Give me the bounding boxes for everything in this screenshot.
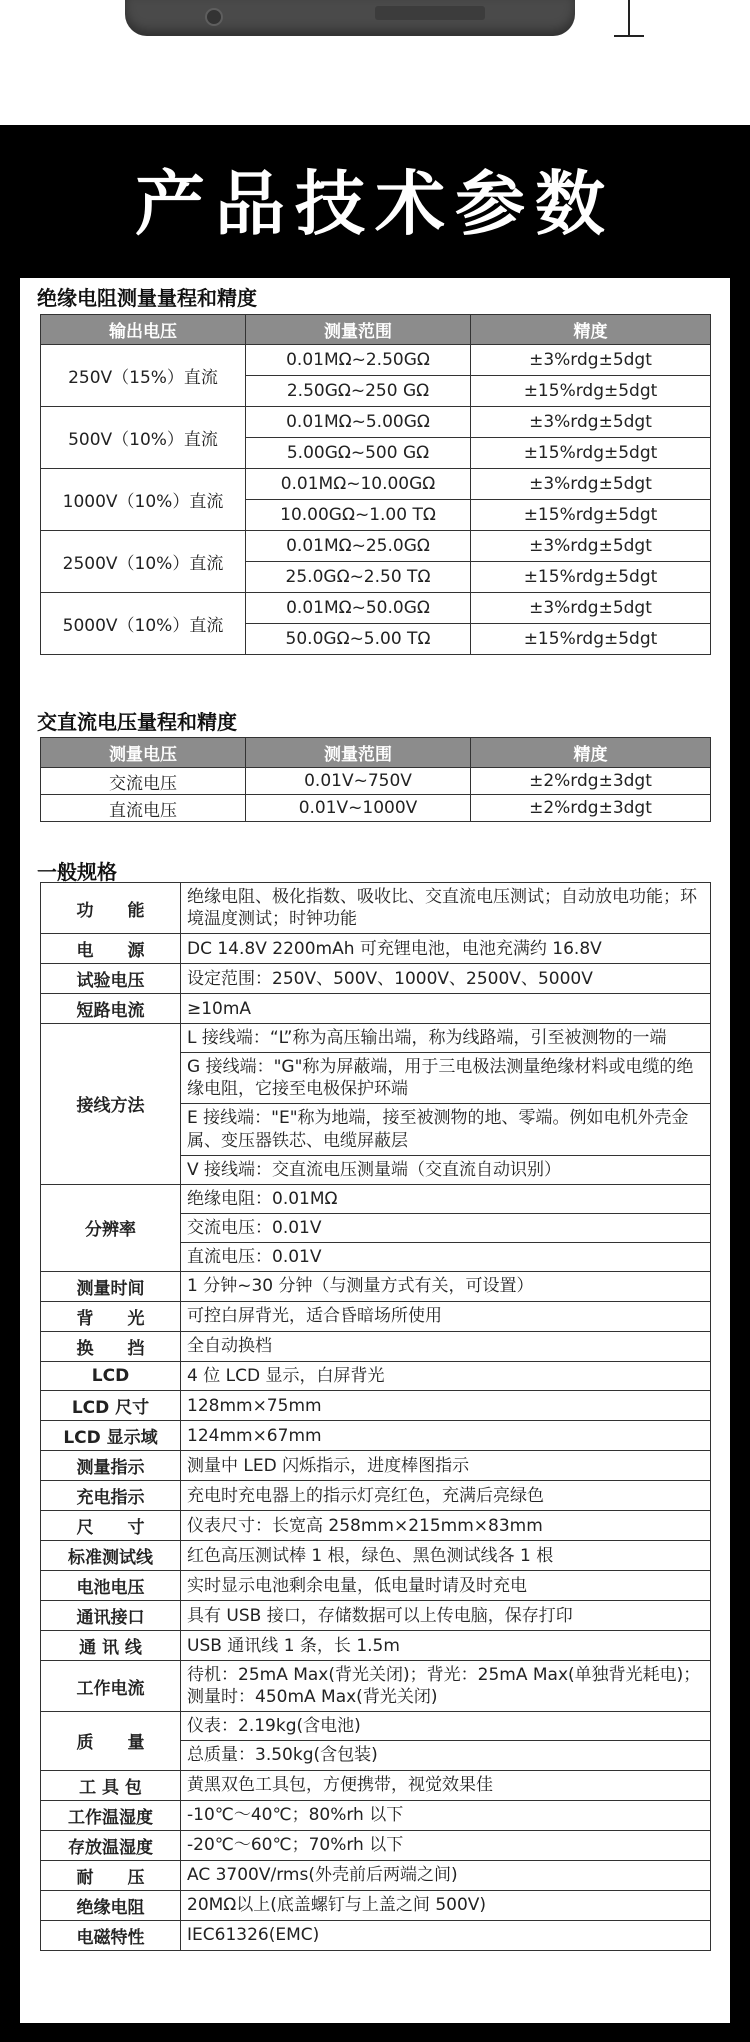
spec-row [41, 1890, 711, 1920]
spec-row [41, 1661, 711, 1712]
spec-value: 20MΩ以上(底盖螺钉与上盖之间 500V) [181, 1890, 711, 1920]
spec-value: 128mm×75mm [181, 1391, 711, 1421]
spec-key: 绝缘电阻 [41, 1890, 181, 1920]
spec-value: 绝缘电阻：0.01MΩ [181, 1184, 711, 1213]
spec-row [41, 1421, 711, 1451]
table-row [41, 407, 711, 438]
spec-key: 标准测试线 [41, 1541, 181, 1571]
spec-row [41, 1770, 711, 1800]
measure-voltage-cell: 直流电压 [41, 795, 246, 822]
spec-key: 分辨率 [41, 1184, 181, 1271]
voltage-cell: 2500V（10%）直流 [41, 531, 246, 593]
spec-value: 红色高压测试棒 1 根，绿色、黑色测试线各 1 根 [181, 1541, 711, 1571]
spec-value: ≥10mA [181, 994, 711, 1024]
column-header: 测量范围 [246, 738, 471, 768]
spec-value: 黄黑双色工具包，方便携带，视觉效果佳 [181, 1770, 711, 1800]
spec-key: 存放温湿度 [41, 1830, 181, 1860]
spec-value: 仪表：2.19kg(含电池) [181, 1712, 711, 1741]
range-cell: 10.00GΩ~1.00 TΩ [246, 500, 471, 531]
spec-key: 短路电流 [41, 994, 181, 1024]
spec-key: 通讯接口 [41, 1601, 181, 1631]
spec-value: IEC61326(EMC) [181, 1920, 711, 1950]
spec-value: 124mm×67mm [181, 1421, 711, 1451]
spec-key: LCD 尺寸 [41, 1391, 181, 1421]
accuracy-cell: ±3%rdg±5dgt [471, 469, 711, 500]
table-row [41, 531, 711, 562]
spec-row [41, 1830, 711, 1860]
spec-value: 交流电压：0.01V [181, 1213, 711, 1242]
spec-key: 工 具 包 [41, 1770, 181, 1800]
spec-row [41, 1860, 711, 1890]
accuracy-cell: ±15%rdg±5dgt [471, 438, 711, 469]
spec-key: 工作电流 [41, 1661, 181, 1712]
table-row [41, 593, 711, 624]
spec-key: 接线方法 [41, 1024, 181, 1185]
page-title: 产品技术参数 [135, 163, 615, 245]
device-bottom-image [125, 0, 575, 36]
spec-row [41, 1712, 711, 1741]
insulation-header-row [41, 315, 711, 345]
spec-key: 尺 寸 [41, 1511, 181, 1541]
spec-row [41, 1631, 711, 1661]
spec-row [41, 1302, 711, 1332]
spec-value: V 接线端：交直流电压测量端（交直流自动识别） [181, 1155, 711, 1184]
spec-value: L 接线端：“L”称为高压输出端，称为线路端，引至被测物的一端 [181, 1024, 711, 1053]
spec-value: DC 14.8V 2200mAh 可充锂电池，电池充满约 16.8V [181, 934, 711, 964]
range-cell: 0.01MΩ~5.00GΩ [246, 407, 471, 438]
spec-row [41, 883, 711, 934]
spec-value: 测量中 LED 闪烁指示，进度棒图指示 [181, 1451, 711, 1481]
column-header: 测量范围 [246, 315, 471, 345]
dimension-tick [614, 35, 644, 37]
spec-row [41, 1451, 711, 1481]
accuracy-cell: ±3%rdg±5dgt [471, 407, 711, 438]
accuracy-cell: ±15%rdg±5dgt [471, 376, 711, 407]
spec-row [41, 1272, 711, 1302]
column-header: 输出电压 [41, 315, 246, 345]
accuracy-cell: ±15%rdg±5dgt [471, 500, 711, 531]
measure-voltage-cell: 交流电压 [41, 768, 246, 795]
range-cell: 25.0GΩ~2.50 TΩ [246, 562, 471, 593]
range-cell: 0.01MΩ~2.50GΩ [246, 345, 471, 376]
spec-value: 待机：25mA Max(背光关闭)；背光：25mA Max(单独背光耗电)；测量时：450mA Max(背光关闭) [181, 1661, 711, 1712]
spec-value: 直流电压：0.01V [181, 1242, 711, 1271]
spec-value: USB 通讯线 1 条，长 1.5m [181, 1631, 711, 1661]
spec-key: 耐 压 [41, 1860, 181, 1890]
spec-key: 工作温湿度 [41, 1800, 181, 1830]
spec-key: 质 量 [41, 1712, 181, 1770]
column-header: 精度 [471, 315, 711, 345]
acdc-header-row [41, 738, 711, 768]
spec-value: 总质量：3.50kg(含包装) [181, 1741, 711, 1770]
voltage-cell: 250V（15%）直流 [41, 345, 246, 407]
spec-key: 测量时间 [41, 1272, 181, 1302]
range-cell: 50.0GΩ~5.00 TΩ [246, 624, 471, 655]
spec-key: 试验电压 [41, 964, 181, 994]
spec-panel [20, 278, 730, 2023]
range-cell: 0.01MΩ~10.00GΩ [246, 469, 471, 500]
spec-key: 换 挡 [41, 1332, 181, 1362]
general-spec-table [40, 882, 711, 1951]
spec-value: -20℃～60℃；70%rh 以下 [181, 1830, 711, 1860]
spec-row [41, 1332, 711, 1362]
spec-value: E 接线端："E"称为地端，接至被测物的地、零端。例如电机外壳金属、变压器铁芯、电缆屏蔽层 [181, 1104, 711, 1155]
spec-value: 实时显示电池剩余电量，低电量时请及时充电 [181, 1571, 711, 1601]
dimension-line [628, 0, 630, 36]
spec-value: 绝缘电阻、极化指数、吸收比、交直流电压测试；自动放电功能；环境温度测试；时钟功能 [181, 883, 711, 934]
spec-row [41, 994, 711, 1024]
accuracy-cell: ±3%rdg±5dgt [471, 345, 711, 376]
spec-key: 背 光 [41, 1302, 181, 1332]
device-slot [375, 6, 485, 20]
spec-row [41, 934, 711, 964]
table-row [41, 469, 711, 500]
spec-row [41, 1391, 711, 1421]
spec-row [41, 1571, 711, 1601]
general-section-title: 一般规格 [37, 860, 117, 884]
insulation-table [40, 314, 711, 655]
product-photo [0, 0, 750, 125]
range-cell: 0.01V~750V [246, 768, 471, 795]
spec-row [41, 1920, 711, 1950]
range-cell: 0.01MΩ~50.0GΩ [246, 593, 471, 624]
spec-key: 电磁特性 [41, 1920, 181, 1950]
range-cell: 0.01MΩ~25.0GΩ [246, 531, 471, 562]
spec-row [41, 1481, 711, 1511]
spec-value: 充电时充电器上的指示灯亮红色，充满后亮绿色 [181, 1481, 711, 1511]
accuracy-cell: ±15%rdg±5dgt [471, 562, 711, 593]
spec-value: 1 分钟~30 分钟（与测量方式有关，可设置） [181, 1272, 711, 1302]
spec-row [41, 1541, 711, 1571]
column-header: 测量电压 [41, 738, 246, 768]
spec-value: 可控白屏背光，适合昏暗场所使用 [181, 1302, 711, 1332]
accuracy-cell: ±15%rdg±5dgt [471, 624, 711, 655]
accuracy-cell: ±2%rdg±3dgt [471, 768, 711, 795]
column-header: 精度 [471, 738, 711, 768]
spec-row [41, 1024, 711, 1053]
spec-value: 具有 USB 接口，存储数据可以上传电脑，保存打印 [181, 1601, 711, 1631]
table-row [41, 345, 711, 376]
spec-row [41, 1511, 711, 1541]
spec-key: 功 能 [41, 883, 181, 934]
spec-key: 充电指示 [41, 1481, 181, 1511]
accuracy-cell: ±3%rdg±5dgt [471, 593, 711, 624]
range-cell: 0.01V~1000V [246, 795, 471, 822]
range-cell: 5.00GΩ~500 GΩ [246, 438, 471, 469]
voltage-cell: 5000V（10%）直流 [41, 593, 246, 655]
insulation-section-title: 绝缘电阻测量量程和精度 [37, 286, 257, 310]
accuracy-cell: ±3%rdg±5dgt [471, 531, 711, 562]
spec-row [41, 964, 711, 994]
spec-value: 4 位 LCD 显示，白屏背光 [181, 1362, 711, 1391]
voltage-cell: 500V（10%）直流 [41, 407, 246, 469]
spec-row [41, 1601, 711, 1631]
spec-key: LCD [41, 1362, 181, 1391]
spec-row [41, 1184, 711, 1213]
spec-value: -10℃～40℃；80%rh 以下 [181, 1800, 711, 1830]
spec-value: 设定范围：250V、500V、1000V、2500V、5000V [181, 964, 711, 994]
spec-value: G 接线端："G"称为屏蔽端，用于三电极法测量绝缘材料或电缆的绝缘电阻，它接至电极保护环端 [181, 1053, 711, 1104]
spec-key: 通 讯 线 [41, 1631, 181, 1661]
spec-key: 测量指示 [41, 1451, 181, 1481]
acdc-table [40, 737, 711, 822]
spec-key: LCD 显示域 [41, 1421, 181, 1451]
range-cell: 2.50GΩ~250 GΩ [246, 376, 471, 407]
spec-row [41, 1362, 711, 1391]
acdc-section-title: 交直流电压量程和精度 [37, 710, 237, 734]
voltage-cell: 1000V（10%）直流 [41, 469, 246, 531]
spec-row [41, 1800, 711, 1830]
spec-key: 电 源 [41, 934, 181, 964]
table-row [41, 795, 711, 822]
spec-value: 仪表尺寸：长宽高 258mm×215mm×83mm [181, 1511, 711, 1541]
table-row [41, 768, 711, 795]
spec-value: 全自动换档 [181, 1332, 711, 1362]
accuracy-cell: ±2%rdg±3dgt [471, 795, 711, 822]
spec-value: AC 3700V/rms(外壳前后两端之间) [181, 1860, 711, 1890]
device-port [205, 8, 223, 26]
spec-key: 电池电压 [41, 1571, 181, 1601]
